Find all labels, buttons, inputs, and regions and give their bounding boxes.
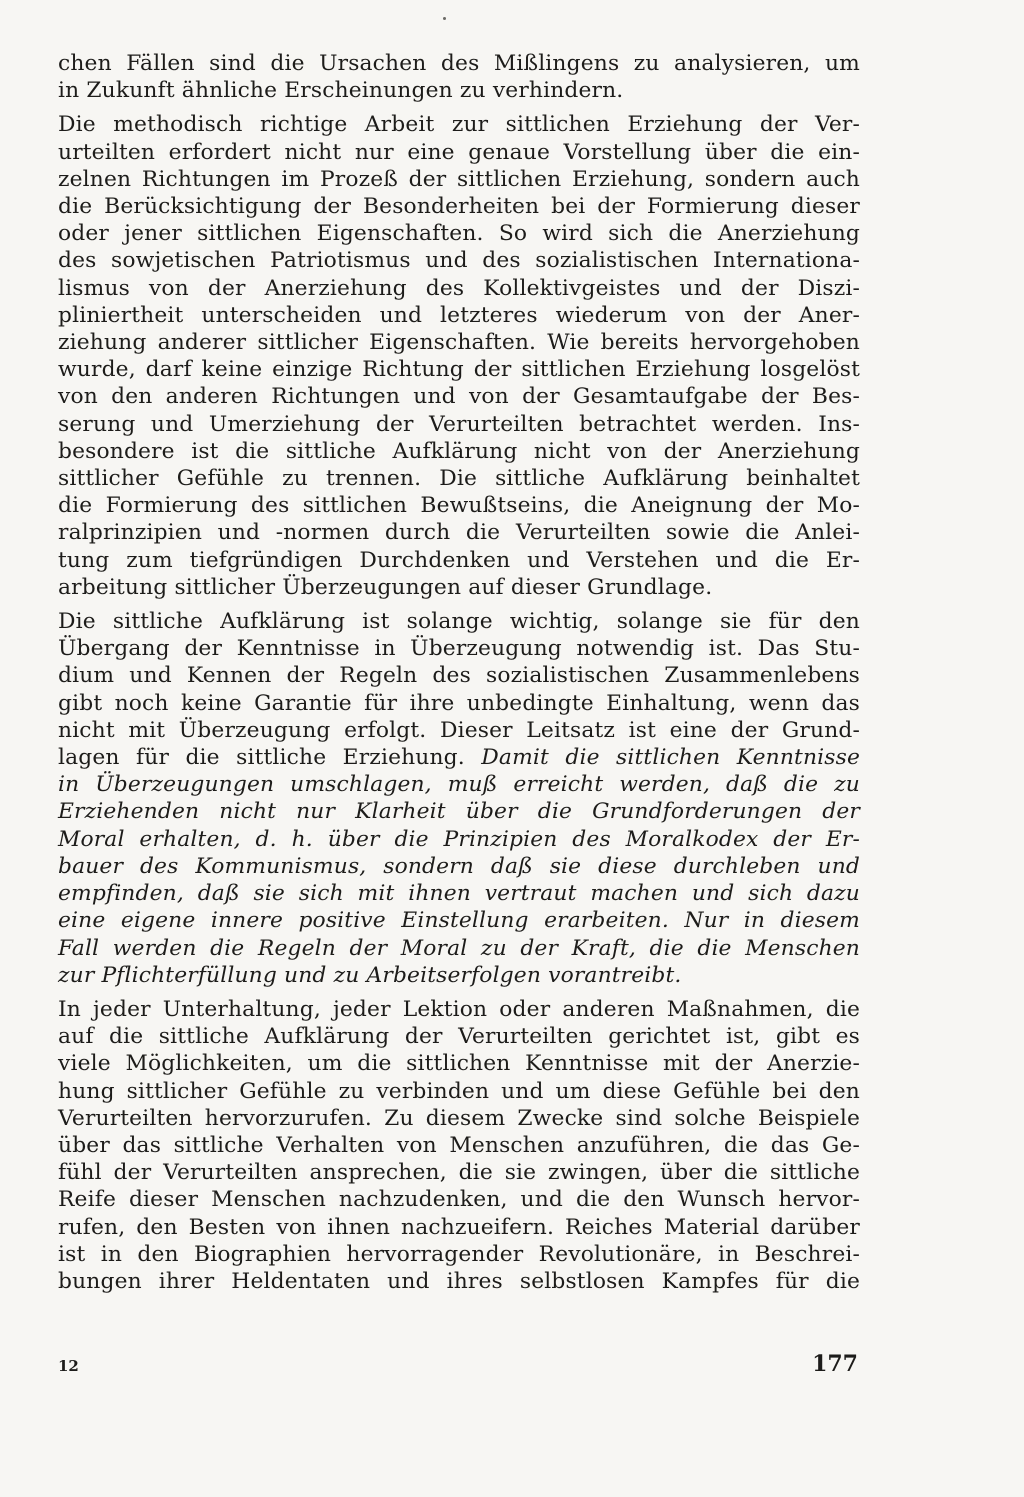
italic-text: eine eigene innere positive Einstellung erarbeiten. Nur in diesem [58, 908, 860, 934]
text-line [58, 996, 860, 1023]
text-run: ist in den Biographien hervorragender Revolutionäre, in Beschrei- [58, 1241, 860, 1267]
italic-text: bauer des Kommunismus, sondern daß sie diese durchleben und [58, 853, 860, 879]
text-line [58, 1078, 860, 1105]
text-line [58, 771, 860, 798]
text-line [58, 744, 860, 771]
text-run: urteilten erfordert nicht nur eine genaue Vorstellung über die ein- [58, 139, 860, 165]
signature-mark: 12 [58, 1357, 79, 1375]
text-line [58, 574, 860, 601]
paragraph [58, 111, 860, 601]
text-line [58, 798, 860, 825]
text-run: tung zum tiefgründigen Durchdenken und Verstehen und die Er- [58, 547, 860, 573]
text-line [58, 166, 860, 193]
text-line [58, 1214, 860, 1241]
text-line [58, 1268, 860, 1295]
text-line [58, 962, 860, 989]
text-run: lagen für die sittliche Erziehung. [58, 745, 482, 771]
text-line [58, 635, 860, 662]
paragraph [58, 608, 860, 989]
text-line [58, 519, 860, 546]
italic-text: Erziehenden nicht nur Klarheit über die Grundforderungen der [58, 799, 860, 825]
text-line [58, 907, 860, 934]
text-line [58, 608, 860, 635]
text-run: chen Fällen sind die Ursachen des Mißlingens zu analysieren, um [58, 51, 860, 76]
text-line [58, 383, 860, 410]
text-line [58, 1159, 860, 1186]
text-line [58, 826, 860, 853]
text-line [58, 1105, 860, 1132]
text-run: in Zukunft ähnliche Erscheinungen zu verhindern. [58, 78, 624, 104]
text-line [58, 717, 860, 744]
text-line [58, 1186, 860, 1213]
italic-text: Moral erhalten, d. h. über die Prinzipien des Moralkodex der Er- [58, 826, 860, 852]
text-line [58, 220, 860, 247]
text-run: die Formierung des sittlichen Bewußtseins, die Aneignung der Mo- [58, 493, 860, 519]
italic-text: Fall werden die Regeln der Moral zu der Kraft, die die Menschen [58, 935, 860, 961]
text-run: Übergang der Kenntnisse in Überzeugung notwendig ist. Das Stu- [58, 636, 860, 662]
text-run: von den anderen Richtungen und von der Gesamtaufgabe der Bes- [58, 384, 860, 410]
text-line [58, 690, 860, 717]
text-run: gibt noch keine Garantie für ihre unbedingte Einhaltung, wenn das [58, 690, 860, 716]
text-run: wurde, darf keine einzige Richtung der sittlichen Erziehung losgelöst [58, 357, 860, 383]
text-line [58, 139, 860, 166]
text-run: zelnen Richtungen im Prozeß der sittlichen Erziehung, sondern auch [58, 166, 860, 192]
text-run: In jeder Unterhaltung, jeder Lektion oder anderen Maßnahmen, die [58, 996, 860, 1022]
body-text [58, 50, 860, 1302]
text-run: oder jener sittlichen Eigenschaften. So wird sich die Anerziehung [58, 221, 860, 247]
text-run: bungen ihrer Heldentaten und ihres selbstlosen Kampfes für die [58, 1268, 860, 1294]
text-line [58, 547, 860, 574]
text-line [58, 275, 860, 302]
text-run: viele Möglichkeiten, um die sittlichen Kenntnisse mit der Anerzie- [58, 1051, 860, 1077]
text-line [58, 465, 860, 492]
italic-text: in Überzeugungen umschlagen, muß erreicht werden, daß die zu [58, 772, 860, 798]
text-run: arbeitung sittlicher Überzeugungen auf dieser Grundlage. [58, 574, 713, 600]
text-run: rufen, den Besten von ihnen nachzueifern. Reiches Material darüber [58, 1214, 860, 1240]
text-run: serung und Umerziehung der Verurteilten betrachtet werden. Ins- [58, 411, 860, 437]
text-run: fühl der Verurteilten ansprechen, die sie zwingen, über die sittliche [58, 1160, 860, 1186]
text-line [58, 853, 860, 880]
text-line [58, 247, 860, 274]
text-line [58, 50, 860, 77]
text-run: nicht mit Überzeugung erfolgt. Dieser Leitsatz ist eine der Grund- [58, 717, 860, 743]
text-run: Die sittliche Aufklärung ist solange wichtig, solange sie für den [58, 609, 860, 635]
text-line [58, 492, 860, 519]
text-run: Die methodisch richtige Arbeit zur sittlichen Erziehung der Ver- [58, 112, 860, 138]
text-run: über das sittliche Verhalten von Menschen anzuführen, die das Ge- [58, 1132, 860, 1158]
text-run: hung sittlicher Gefühle zu verbinden und um diese Gefühle bei den [58, 1078, 860, 1104]
text-line [58, 1050, 860, 1077]
page-number: 177 [812, 1351, 858, 1377]
text-run: Verurteilten hervorzurufen. Zu diesem Zwecke sind solche Beispiele [58, 1105, 860, 1131]
text-line [58, 193, 860, 220]
text-line [58, 880, 860, 907]
italic-text: zur Pflichterfüllung und zu Arbeitserfolgen vorantreibt. [58, 962, 682, 988]
text-run: auf die sittliche Aufklärung der Verurteilten gerichtet ist, gibt es [58, 1024, 860, 1050]
print-speck [443, 17, 446, 20]
text-run: ralprinzipien und -normen durch die Verurteilten sowie die Anlei- [58, 520, 860, 546]
text-line [58, 329, 860, 356]
text-line [58, 438, 860, 465]
text-line [58, 411, 860, 438]
text-line [58, 356, 860, 383]
text-run: die Berücksichtigung der Besonderheiten bei der Formierung dieser [58, 194, 860, 220]
paragraph [58, 50, 860, 104]
text-run: pliniertheit unterscheiden und letzteres wiederum von der Aner- [58, 302, 860, 328]
text-run: Reife dieser Menschen nachzudenken, und die den Wunsch hervor- [58, 1187, 860, 1213]
italic-text: empfinden, daß sie sich mit ihnen vertraut machen und sich dazu [58, 881, 860, 907]
text-run: des sowjetischen Patriotismus und des sozialistischen Internationa- [58, 248, 860, 274]
text-run: dium und Kennen der Regeln des sozialistischen Zusammenlebens [58, 663, 860, 689]
text-line [58, 1241, 860, 1268]
text-line [58, 111, 860, 138]
text-run: sittlicher Gefühle zu trennen. Die sittliche Aufklärung beinhaltet [58, 466, 860, 492]
text-line [58, 302, 860, 329]
text-run: lismus von der Anerziehung des Kollektivgeistes und der Diszi- [58, 275, 860, 301]
paragraph [58, 996, 860, 1295]
text-line [58, 662, 860, 689]
text-run: ziehung anderer sittlicher Eigenschaften. Wie bereits hervorgehoben [58, 330, 860, 356]
text-line [58, 1023, 860, 1050]
text-line [58, 77, 860, 104]
text-line [58, 1132, 860, 1159]
italic-text: Damit die sittlichen Kenntnisse [481, 745, 860, 771]
text-run: besondere ist die sittliche Aufklärung nicht von der Anerziehung [58, 438, 860, 464]
text-line [58, 935, 860, 962]
